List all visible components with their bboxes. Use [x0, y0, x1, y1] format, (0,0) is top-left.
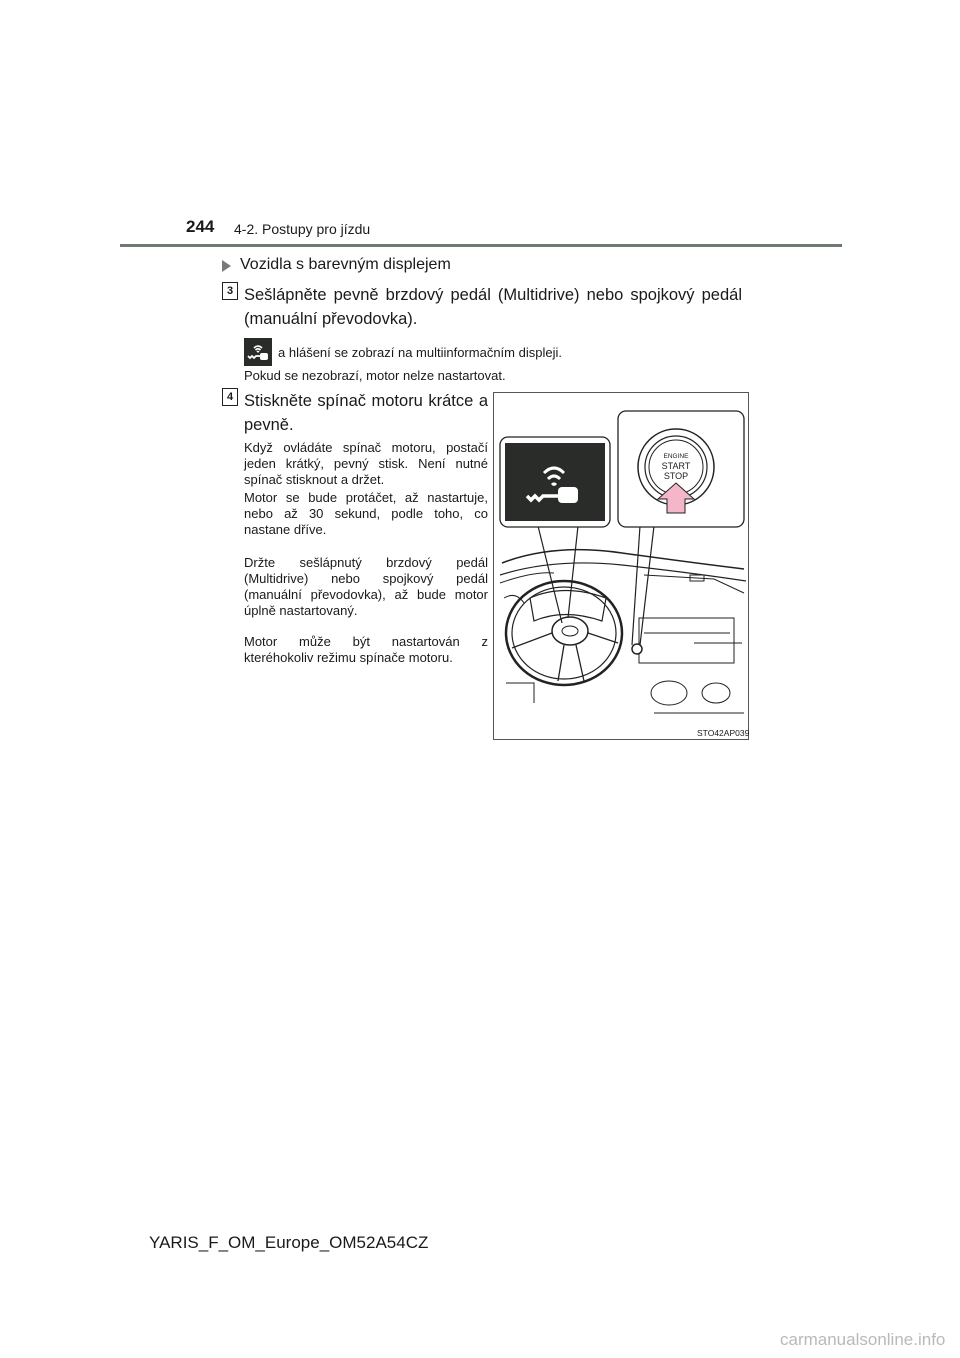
variant-label: Vozidla s barevným displejem — [240, 256, 451, 273]
watermark: carmanualsonline.info — [780, 1330, 946, 1349]
header-rule — [120, 244, 842, 247]
step-4-paragraph: Motor může být nastartován z kteréhokoliv režimu spínače motoru. — [244, 634, 488, 665]
figure-code: STO42AP039 — [697, 728, 750, 738]
button-label-stop: STOP — [663, 471, 689, 481]
step-3-note-2: Pokud se nezobrazí, motor nelze nastartovat. — [244, 368, 506, 383]
step-4-text: Stiskněte spínač motoru krátce a pevně. — [244, 392, 488, 434]
key-indicator-icon — [244, 338, 272, 366]
step-3-text: Sešlápněte pevně brzdový pedál (Multidrive) nebo spojkový pedál (manuální převodovka). — [244, 286, 742, 328]
triangle-bullet-icon — [222, 260, 231, 272]
dashboard-drawing — [494, 393, 749, 740]
step-4-paragraph: Motor se bude protáčet, až nastartuje, nebo až 30 sekund, podle toho, co nastane dříve. — [244, 490, 488, 537]
step-3-badge: 3 — [222, 282, 238, 300]
step-3-note — [244, 338, 562, 366]
variant-heading — [222, 256, 451, 274]
footer-document-id: YARIS_F_OM_Europe_OM52A54CZ — [149, 1233, 429, 1252]
button-label-start: START — [661, 461, 691, 471]
step-4-badge: 4 — [222, 388, 238, 406]
step-4-paragraph: Držte sešlápnutý brzdový pedál (Multidrive) nebo spojkový pedál (manuální převodovka), až bude motor úplně nastartovaný. — [244, 555, 488, 618]
page-number: 244 — [186, 217, 215, 236]
step-4-paragraph: Když ovládáte spínač motoru, postačí jeden krátký, pevný stisk. Není nutné spínač stisknout a držet. — [244, 440, 488, 487]
step-3-note-text: a hlášení se zobrazí na multiinformačním displeji. — [278, 344, 562, 360]
dashboard-illustration — [493, 392, 749, 740]
section-title: 4-2. Postupy pro jízdu — [234, 221, 371, 237]
button-label-engine: ENGINE — [663, 453, 689, 460]
